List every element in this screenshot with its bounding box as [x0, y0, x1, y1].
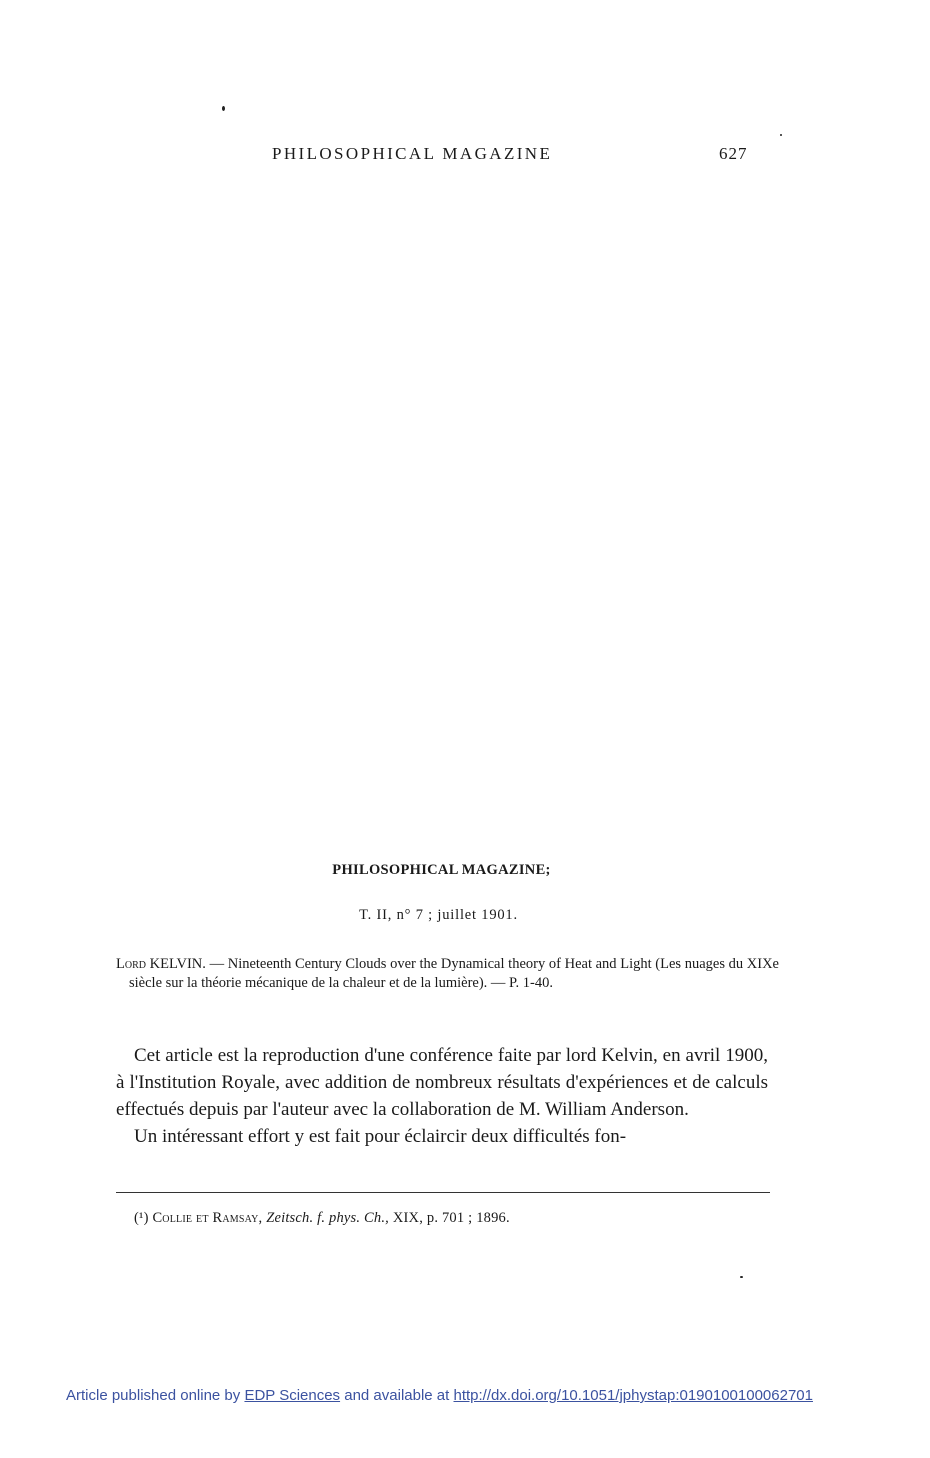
issue-line: T. II, n° 7 ; juillet 1901. [359, 907, 518, 923]
body-paragraph: Un intéressant effort y est fait pour éclaircir deux difficultés fon- [134, 1126, 627, 1147]
page-number: 627 [719, 144, 748, 163]
scan-speck [222, 106, 225, 111]
publisher-note-prefix: Article published online by [66, 1387, 241, 1404]
publisher-note-middle: and available at [344, 1387, 450, 1404]
body-paragraph: Cet article est la reproduction d'une conférence faite par lord Kelvin, en avril 1900, à l'Institution Royale, avec addition de nombreux résultats d'expériences et de calculs effectués depuis par l'auteur avec la collaboration de M. William Anderson. [116, 1045, 768, 1120]
footnote-rule [116, 1192, 770, 1193]
publisher-link[interactable]: EDP Sciences [244, 1387, 341, 1404]
citation-entry [116, 955, 779, 993]
scan-speck [780, 134, 782, 136]
citation-text: — Nineteenth Century Clouds over the Dynamical theory of Heat and Light (Les nuages du XIXe siècle sur la théorie mécanique de la chaleur et de la lumière). — P. 1-40. [129, 956, 779, 991]
footnote [134, 1210, 510, 1227]
scan-speck [740, 1276, 743, 1278]
section-title: PHILOSOPHICAL MAGAZINE; [332, 862, 551, 878]
footnote-reference: XIX, p. 701 ; 1896. [392, 1210, 510, 1226]
footnote-authors: Collie et Ramsay, [152, 1210, 263, 1226]
author-prefix: Lord [116, 956, 146, 972]
doi-link[interactable]: http://dx.doi.org/10.1051/jphystap:0190100100062701 [453, 1387, 813, 1404]
running-head: PHILOSOPHICAL MAGAZINE [272, 144, 553, 163]
body-text [116, 1042, 768, 1150]
author-name: KELVIN. [149, 956, 206, 972]
footnote-marker: (¹) [134, 1210, 149, 1226]
footnote-journal: Zeitsch. f. phys. Ch., [266, 1210, 390, 1226]
publisher-note [66, 1387, 813, 1404]
